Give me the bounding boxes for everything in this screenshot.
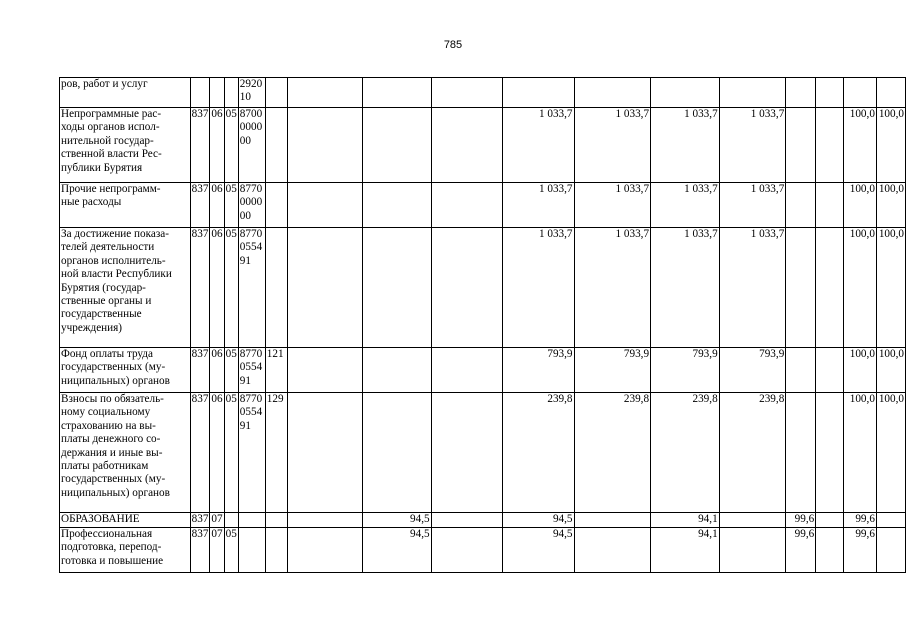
table-row (60, 183, 906, 228)
value-cell: 1 033,7 (651, 228, 720, 348)
value-cell: 1 033,7 (651, 108, 720, 183)
code-cell: 05 (224, 228, 238, 348)
value-cell: 99,6 (786, 528, 816, 573)
code-cell: 2920 10 (238, 78, 265, 108)
code-cell: 837 (190, 393, 210, 513)
value-cell: 99,6 (786, 513, 816, 528)
value-cell: 239,8 (651, 393, 720, 513)
code-cell: 8700 0000 00 (238, 108, 265, 183)
value-cell (816, 183, 844, 228)
value-cell: 1 033,7 (502, 108, 574, 183)
value-cell (816, 108, 844, 183)
value-cell: 793,9 (502, 348, 574, 393)
code-cell: 06 (210, 108, 224, 183)
code-cell: 05 (224, 348, 238, 393)
value-cell (287, 393, 362, 513)
value-cell: 94,5 (502, 513, 574, 528)
value-cell: 1 033,7 (502, 228, 574, 348)
value-cell (816, 393, 844, 513)
value-cell (876, 513, 905, 528)
code-cell (265, 228, 287, 348)
value-cell: 94,1 (651, 513, 720, 528)
value-cell (431, 393, 502, 513)
row-name-cell: За достижение показа- телей деятельности органов исполнитель- ной власти Республики Бурятия (государ- ственные органы и государственные учреждения) (60, 228, 191, 348)
table-row (60, 513, 906, 528)
value-cell (287, 108, 362, 183)
table-row (60, 228, 906, 348)
value-cell (431, 183, 502, 228)
code-cell: 07 (210, 513, 224, 528)
value-cell: 100,0 (876, 228, 905, 348)
value-cell (816, 78, 844, 108)
value-cell: 99,6 (843, 513, 876, 528)
value-cell (786, 183, 816, 228)
code-cell: 121 (265, 348, 287, 393)
value-cell (574, 513, 651, 528)
table-row (60, 528, 906, 573)
row-name-cell: ОБРАЗОВАНИЕ (60, 513, 191, 528)
value-cell (876, 78, 905, 108)
value-cell (786, 78, 816, 108)
value-cell: 94,5 (363, 513, 432, 528)
value-cell: 1 033,7 (651, 183, 720, 228)
code-cell (238, 528, 265, 573)
value-cell (719, 513, 786, 528)
value-cell (431, 228, 502, 348)
value-cell: 100,0 (843, 348, 876, 393)
table-row (60, 348, 906, 393)
code-cell: 837 (190, 183, 210, 228)
value-cell (816, 228, 844, 348)
code-cell (265, 183, 287, 228)
value-cell: 100,0 (876, 393, 905, 513)
code-cell (190, 78, 210, 108)
value-cell: 1 033,7 (719, 183, 786, 228)
value-cell: 100,0 (876, 348, 905, 393)
value-cell (816, 348, 844, 393)
value-cell: 1 033,7 (719, 108, 786, 183)
value-cell (287, 528, 362, 573)
table-row (60, 108, 906, 183)
value-cell (816, 513, 844, 528)
value-cell (287, 183, 362, 228)
value-cell (363, 183, 432, 228)
code-cell: 06 (210, 183, 224, 228)
value-cell: 99,6 (843, 528, 876, 573)
value-cell: 100,0 (843, 393, 876, 513)
value-cell: 100,0 (876, 183, 905, 228)
value-cell (876, 528, 905, 573)
value-cell: 94,5 (502, 528, 574, 573)
value-cell (786, 108, 816, 183)
code-cell: 8770 0554 91 (238, 228, 265, 348)
value-cell (786, 348, 816, 393)
value-cell: 94,1 (651, 528, 720, 573)
code-cell: 8770 0000 00 (238, 183, 265, 228)
value-cell (786, 228, 816, 348)
table-body (60, 78, 906, 573)
value-cell (719, 78, 786, 108)
value-cell (502, 78, 574, 108)
value-cell: 1 033,7 (574, 108, 651, 183)
code-cell (224, 513, 238, 528)
code-cell: 05 (224, 393, 238, 513)
value-cell (816, 528, 844, 573)
row-name-cell: Взносы по обязатель- ному социальному страхованию на вы- платы денежного со- держания и иные вы- платы работникам государственных (му- ниципальных) органов (60, 393, 191, 513)
value-cell (719, 528, 786, 573)
code-cell: 05 (224, 183, 238, 228)
table-row (60, 393, 906, 513)
code-cell: 837 (190, 108, 210, 183)
row-name-cell: Фонд оплаты труда государственных (му- ниципальных) органов (60, 348, 191, 393)
code-cell: 837 (190, 513, 210, 528)
value-cell (574, 78, 651, 108)
value-cell (431, 108, 502, 183)
value-cell (363, 108, 432, 183)
code-cell: 8770 0554 91 (238, 393, 265, 513)
row-name-cell: Прочие непрограмм- ные расходы (60, 183, 191, 228)
value-cell: 100,0 (843, 228, 876, 348)
value-cell (431, 513, 502, 528)
code-cell: 8770 0554 91 (238, 348, 265, 393)
value-cell (287, 78, 362, 108)
value-cell: 1 033,7 (502, 183, 574, 228)
value-cell: 239,8 (719, 393, 786, 513)
value-cell: 239,8 (574, 393, 651, 513)
code-cell: 05 (224, 108, 238, 183)
value-cell: 100,0 (876, 108, 905, 183)
value-cell (431, 348, 502, 393)
value-cell (651, 78, 720, 108)
code-cell (265, 108, 287, 183)
code-cell: 06 (210, 393, 224, 513)
value-cell: 793,9 (719, 348, 786, 393)
code-cell: 837 (190, 228, 210, 348)
page-number: 785 (443, 39, 463, 51)
code-cell: 06 (210, 348, 224, 393)
row-name-cell: ров, работ и услуг (60, 78, 191, 108)
value-cell: 100,0 (843, 183, 876, 228)
code-cell (238, 513, 265, 528)
row-name-cell: Профессиональная подготовка, перепод- готовка и повышение (60, 528, 191, 573)
value-cell (363, 393, 432, 513)
code-cell (224, 78, 238, 108)
code-cell: 837 (190, 348, 210, 393)
value-cell (287, 348, 362, 393)
value-cell: 94,5 (363, 528, 432, 573)
value-cell (363, 78, 432, 108)
row-name-cell: Непрограммные рас- ходы органов испол- нительной государ- ственной власти Рес- публики Бурятия (60, 108, 191, 183)
value-cell (287, 513, 362, 528)
code-cell: 837 (190, 528, 210, 573)
code-cell: 07 (210, 528, 224, 573)
budget-table (59, 77, 906, 573)
value-cell: 793,9 (651, 348, 720, 393)
value-cell (786, 393, 816, 513)
value-cell (363, 348, 432, 393)
value-cell (431, 528, 502, 573)
value-cell (287, 228, 362, 348)
value-cell: 793,9 (574, 348, 651, 393)
value-cell (843, 78, 876, 108)
value-cell: 100,0 (843, 108, 876, 183)
value-cell (363, 228, 432, 348)
value-cell (574, 528, 651, 573)
value-cell: 1 033,7 (574, 228, 651, 348)
code-cell: 06 (210, 228, 224, 348)
code-cell: 05 (224, 528, 238, 573)
code-cell (265, 528, 287, 573)
value-cell (431, 78, 502, 108)
code-cell (265, 513, 287, 528)
value-cell: 1 033,7 (719, 228, 786, 348)
code-cell (265, 78, 287, 108)
value-cell: 1 033,7 (574, 183, 651, 228)
value-cell: 239,8 (502, 393, 574, 513)
code-cell (210, 78, 224, 108)
code-cell: 129 (265, 393, 287, 513)
table-row (60, 78, 906, 108)
